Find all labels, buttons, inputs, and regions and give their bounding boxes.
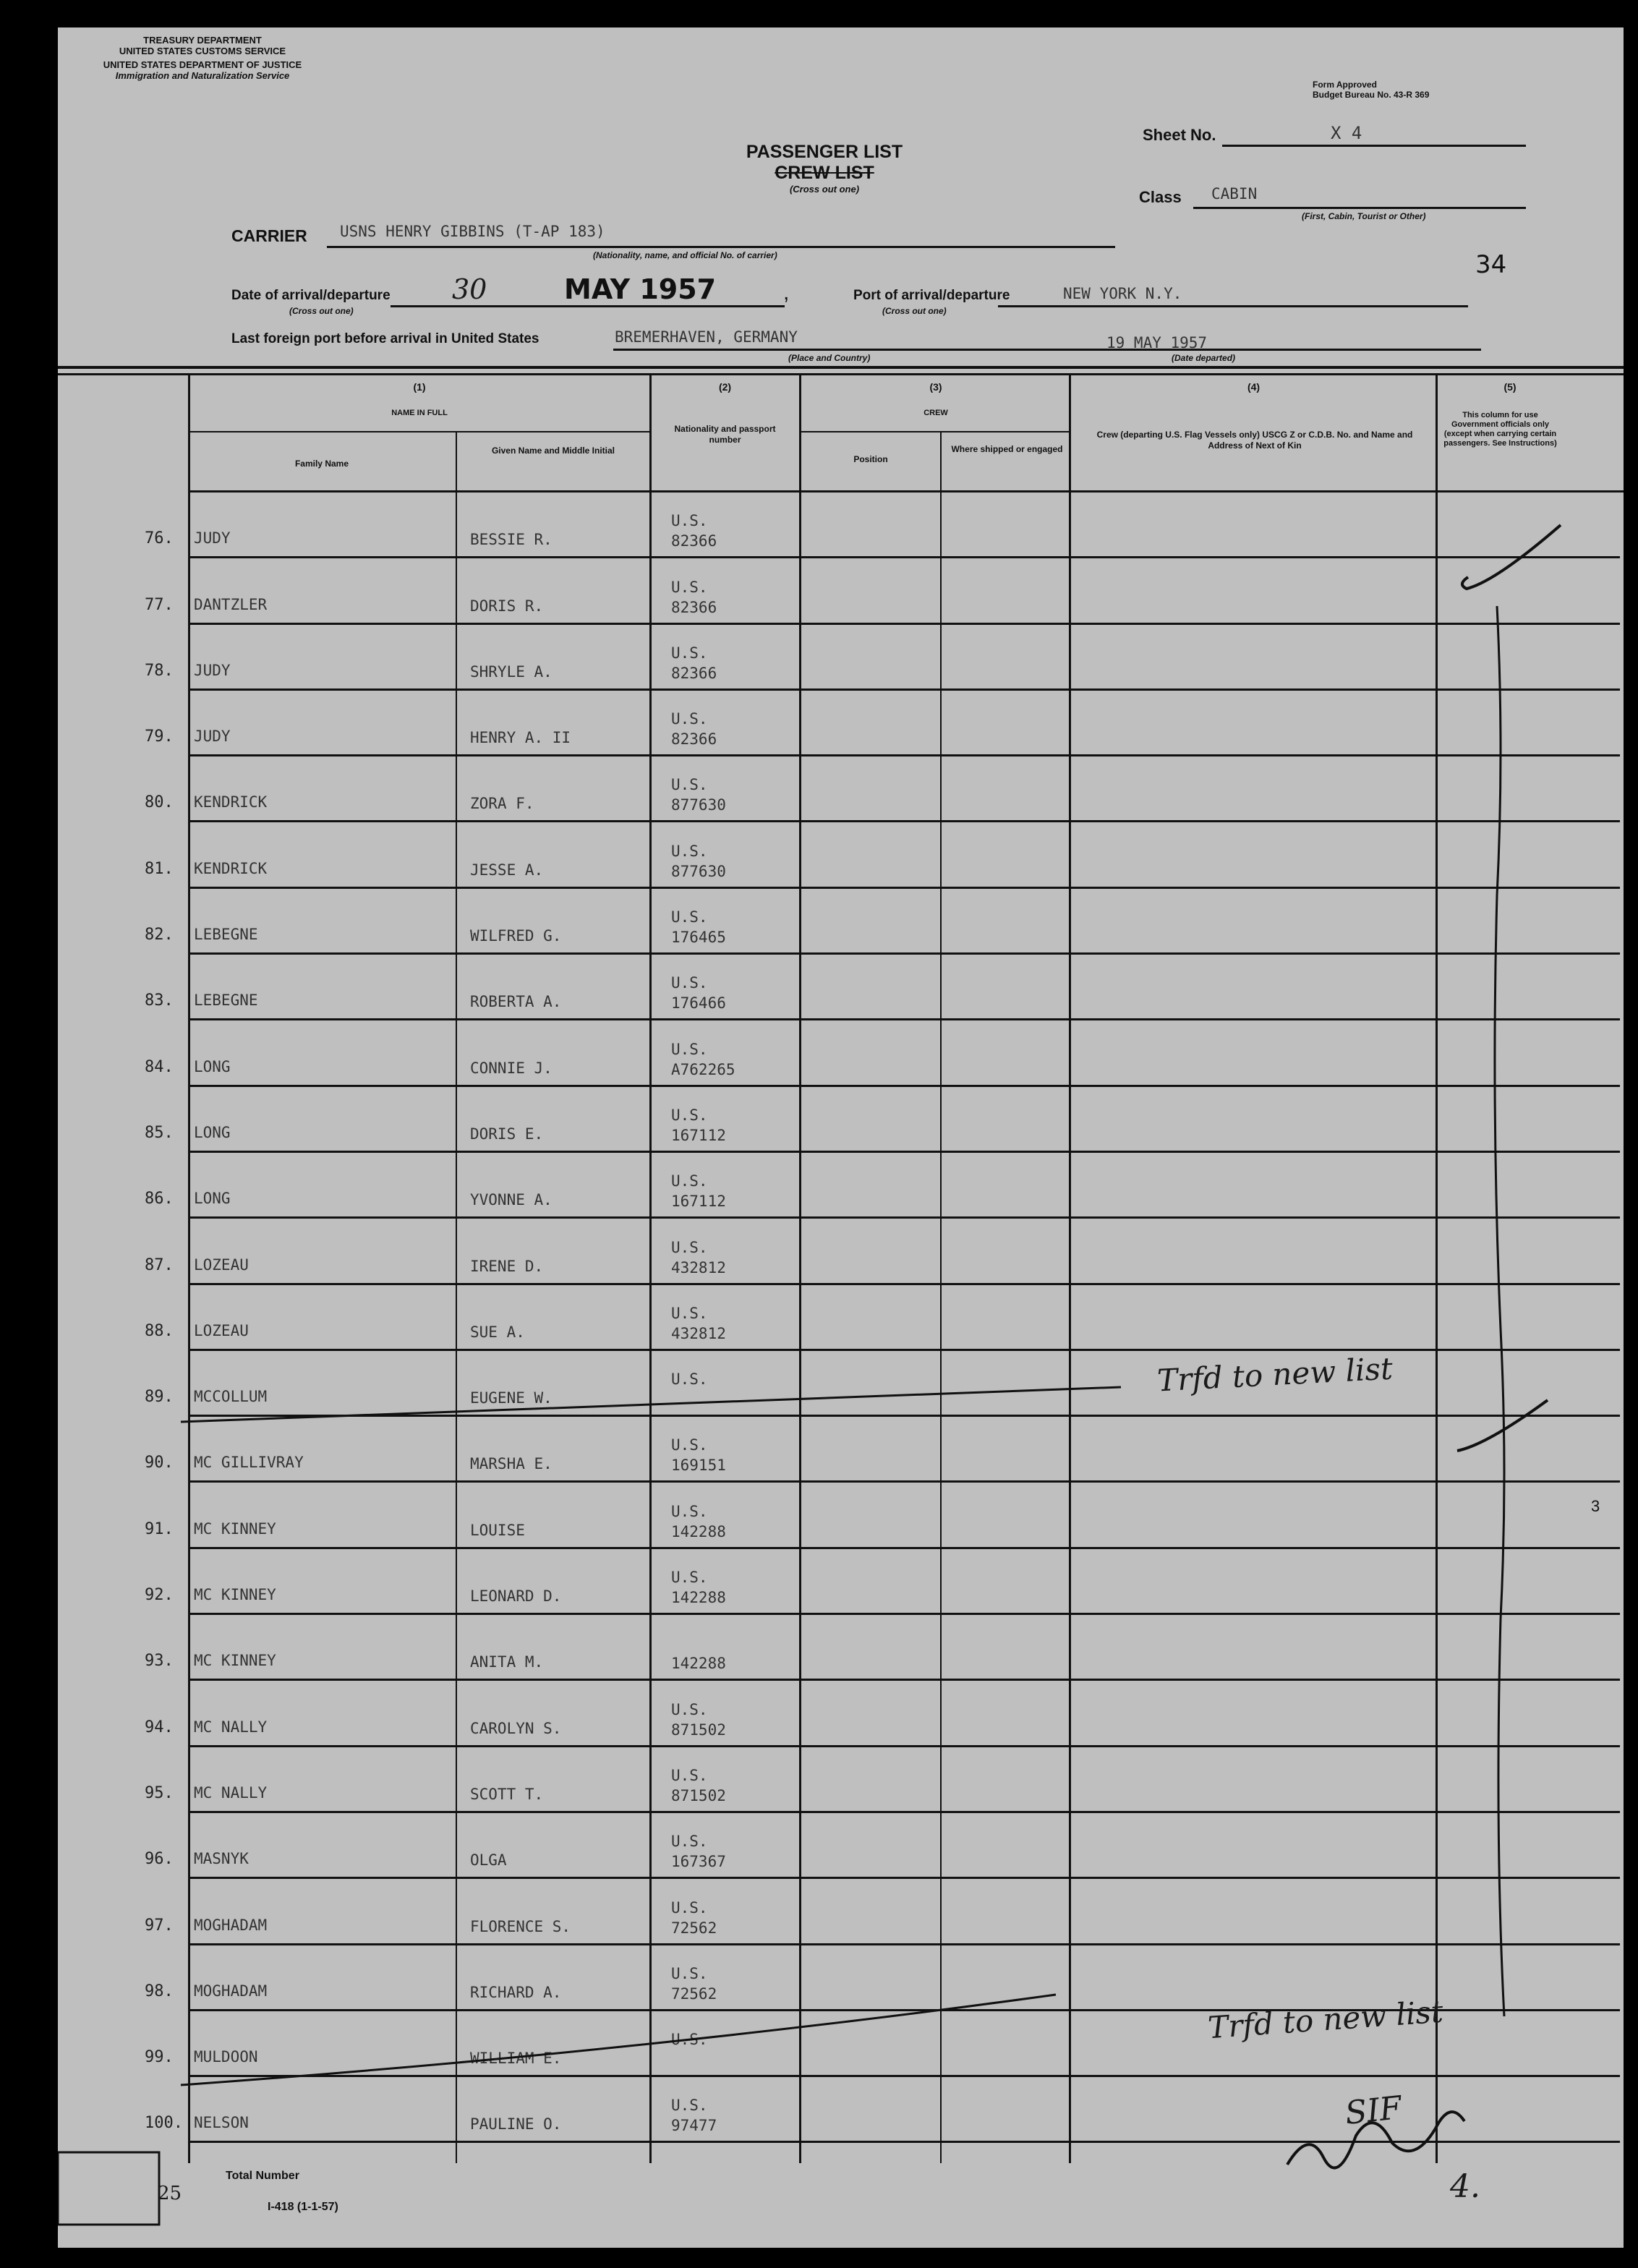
family-name: JUDY (194, 661, 231, 679)
given-name: HENRY A. II (470, 729, 571, 747)
arrival-month-year: MAY 1957 (564, 273, 717, 305)
col-where-shipped: Where shipped or engaged (951, 444, 1063, 454)
col4-number: (4) (1247, 381, 1261, 393)
carrier-note: (Nationality, name, and official No. of carrier) (593, 250, 777, 260)
family-name: MOGHADAM (194, 1982, 268, 2000)
nationality: U.S. (671, 2031, 708, 2049)
given-name: ANITA M. (470, 1653, 544, 1671)
agency-line-1: TREASURY DEPARTMENT (143, 35, 262, 46)
row-number: 100. (145, 2114, 183, 2133)
col1-title: NAME IN FULL (391, 409, 448, 417)
family-name: MC NALLY (194, 1718, 268, 1736)
row-number: 77. (145, 595, 174, 614)
sheet-label: Sheet No. (1143, 126, 1216, 144)
passport-number: 169151 (671, 1457, 726, 1475)
last-port-date: 19 MAY 1957 (1106, 334, 1208, 351)
row-number: 84. (145, 1057, 174, 1076)
passport-number: 176465 (671, 929, 726, 947)
row-number: 89. (145, 1388, 174, 1407)
given-name: IRENE D. (470, 1257, 544, 1275)
passport-number: 167112 (671, 1193, 726, 1211)
family-name: LONG (194, 1190, 231, 1208)
col2-number: (2) (718, 381, 732, 393)
nationality: U.S. (671, 1040, 708, 1058)
passport-number: 432812 (671, 1324, 726, 1342)
passport-number: 142288 (671, 1655, 726, 1673)
nationality: U.S. (671, 1502, 708, 1520)
class-value: CABIN (1211, 185, 1258, 202)
passport-number: 82366 (671, 532, 717, 550)
passport-number: 167367 (671, 1853, 726, 1871)
nationality: U.S. (671, 1569, 708, 1587)
col-family-name: Family Name (294, 459, 349, 469)
family-name: MC KINNEY (194, 1652, 276, 1670)
nationality: U.S. (671, 1766, 708, 1784)
family-name: MC NALLY (194, 1783, 268, 1802)
row-number: 96. (145, 1850, 174, 1869)
given-name: MARSHA E. (470, 1455, 553, 1473)
given-name: CONNIE J. (470, 1059, 553, 1077)
inspector-initials: SIF (1343, 2089, 1404, 2132)
family-name: MC KINNEY (194, 1519, 276, 1538)
nationality: U.S. (671, 1898, 708, 1917)
strike-line-row89 (181, 1387, 1121, 1422)
family-name: KENDRICK (194, 859, 268, 877)
handwritten-marks (58, 27, 1624, 2248)
col2-title: Nationality and passport number (674, 424, 776, 445)
nationality: U.S. (671, 1436, 708, 1454)
nationality: U.S. (671, 908, 708, 926)
nationality: U.S. (671, 1964, 708, 1982)
vertical-mark-line (1495, 606, 1504, 2016)
given-name: LEONARD D. (470, 1587, 562, 1606)
col5-number: (5) (1503, 381, 1517, 393)
given-name: SHRYLE A. (470, 662, 553, 681)
total-number-value: 25 (158, 2183, 182, 2204)
nationality: U.S. (671, 1833, 708, 1851)
passenger-list-form: TREASURY DEPARTMENT UNITED STATES CUSTOMS SERVICE UNITED STATES DEPARTMENT OF JUSTICE Immigration and Naturalization Service Form Approved Budget Bureau No. 43-R 369 PASSENGER LIST CREW LIST (Cross out one) Sheet No. X 4 Class CABIN (First, Cabin, Tourist or Other) 34 CARRIER USNS HENRY GIBBINS (T-AP 183) (Nationality, name, and official No. of carrier) Date of arrival/departure (Cross out one) 30 MAY 1957 , Port of arrival/departure (Cross out one) NEW YORK N.Y. Last foreign port before arrival in United States BREMERHAVEN, GERMANY (Place and Country) 19 MAY 1957 (Date departed) (1) NAME IN FULL Family Name Given Name and Middle Initial (2) Nationality and passport number (3) CREW Position Where shipped or engaged (4) Crew (departing U.S. Flag Vessels only) USCG Z or C.D.B. No. and Name and Address of Next of Kin (5) This column for use Government officials only (except when carrying certain passengers. See Instructions) 76. JUDY BESSIE R. U.S. 82366 77. DANTZLER DORIS R. U.S. 82366 78. JUDY SHRYLE A. U.S. 82366 79. JUDY HENRY A. II U.S. 82366 80. KENDRICK ZORA F. U.S. 877630 81. KENDRICK JESSE A. U.S. 877630 82. LEBEGNE WILFRED G. U.S. 176465 83. LEBEGNE ROBERTA A. U.S. 176466 84. LONG CONNIE J. U.S. A762265 85. LONG DORIS E. U.S. 167112 86. LONG YVONNE A. U.S. 167112 87. LOZEAU IRENE D. U.S. 432812 88. LOZEAU SUE A. U.S. 432812 89. MCCOLLUM EUGENE W. U.S. 90. MC GILLIVRAY MARSHA E. U.S. 169151 91. MC KINNEY LOUISE U.S. 142288 92. MC KINNEY LEONARD D. U.S. 142288 93. MC KINNEY ANITA M. 142288 94. MC NALLY CAROLYN S. U.S. 871502 95. MC NALLY SCOTT T. U.S. 871502 96. MASNYK OLGA U.S. 167367 97. MOGHADAM FLORENCE S. U.S. 72562 98. MOGHADAM RICHARD A. U.S. 72562 99. MULDOON WILLIAM E. U.S. 100. NELSON PAULINE O. U.S. 97477 Trfd to new list Trfd to new list SIF 4. 3 25 Total Number I-418 (1-1-57) (58, 27, 1624, 2248)
passport-number: 871502 (671, 1721, 726, 1739)
row-number: 78. (145, 661, 174, 680)
row-number: 99. (145, 2048, 174, 2067)
passport-number: 82366 (671, 664, 717, 682)
passport-number: 877630 (671, 862, 726, 880)
row-number: 85. (145, 1123, 174, 1142)
nationality: U.S. (671, 1370, 708, 1389)
form-approved-line-1: Form Approved (1313, 80, 1377, 90)
family-name: LOZEAU (194, 1256, 249, 1274)
passport-number: 871502 (671, 1786, 726, 1804)
family-name: LONG (194, 1057, 231, 1075)
col1-number: (1) (413, 381, 426, 393)
nationality: U.S. (671, 2097, 708, 2115)
port-note: (Cross out one) (882, 306, 947, 316)
strike-line-row99 (181, 1995, 1056, 2085)
transfer-note-row99: Trfd to new list (1206, 1993, 1445, 2046)
nationality: U.S. (671, 1304, 708, 1322)
row-number: 80. (145, 793, 174, 812)
passport-number: 142288 (671, 1589, 726, 1607)
check-mark-icon (1462, 525, 1561, 589)
page-mark: 34 (1475, 250, 1507, 279)
form-number: I-418 (1-1-57) (268, 2201, 338, 2213)
given-name: PAULINE O. (470, 2115, 562, 2133)
last-port-value: BREMERHAVEN, GERMANY (615, 328, 798, 346)
class-note: (First, Cabin, Tourist or Other) (1302, 211, 1426, 221)
col3-number: (3) (929, 381, 942, 393)
nationality: U.S. (671, 644, 708, 662)
total-number-label: Total Number (226, 2170, 299, 2182)
passport-number: 97477 (671, 2117, 717, 2135)
last-port-note: (Place and Country) (788, 353, 871, 363)
given-name: YVONNE A. (470, 1191, 553, 1209)
given-name: DORIS E. (470, 1125, 544, 1143)
family-name: LEBEGNE (194, 926, 258, 944)
row-number: 95. (145, 1783, 174, 1802)
family-name: MOGHADAM (194, 1916, 268, 1934)
last-port-label: Last foreign port before arrival in United States (231, 331, 539, 346)
family-name: MCCOLLUM (194, 1388, 268, 1406)
family-name: MC KINNEY (194, 1586, 276, 1604)
given-name: WILLIAM E. (470, 2050, 562, 2068)
family-name: MC GILLIVRAY (194, 1454, 304, 1472)
row-number: 93. (145, 1652, 174, 1671)
carrier-label: CARRIER (231, 226, 307, 245)
passport-number: 176466 (671, 994, 726, 1012)
family-name: JUDY (194, 728, 231, 746)
passport-number: 72562 (671, 1984, 717, 2003)
bottom-mark: 4. (1450, 2168, 1480, 2205)
row-number: 79. (145, 728, 174, 746)
col4-title: Crew (departing U.S. Flag Vessels only) USCG Z or C.D.B. No. and Name and Address of Next of Kin (1096, 430, 1413, 451)
row-number: 87. (145, 1256, 174, 1274)
nationality: U.S. (671, 512, 708, 530)
signature-scribble (1287, 2112, 1464, 2167)
given-name: FLORENCE S. (470, 1917, 571, 1935)
row-number: 98. (145, 1982, 174, 2000)
row-number: 82. (145, 926, 174, 945)
passport-number: 432812 (671, 1258, 726, 1276)
given-name: SUE A. (470, 1323, 525, 1341)
nationality: U.S. (671, 578, 708, 596)
col-position: Position (853, 454, 888, 464)
arrival-label: Date of arrival/departure (231, 288, 391, 303)
row-number: 97. (145, 1916, 174, 1935)
carrier-value: USNS HENRY GIBBINS (T-AP 183) (340, 223, 605, 240)
row-number: 86. (145, 1190, 174, 1208)
row-number: 92. (145, 1586, 174, 1605)
family-name: NELSON (194, 2114, 249, 2132)
sheet-value: X 4 (1331, 123, 1362, 143)
col5-title: This column for use Government officials only (except when carrying certain passengers. See Instructions) (1443, 411, 1557, 448)
family-name: KENDRICK (194, 793, 268, 811)
passport-number: 142288 (671, 1522, 726, 1540)
given-name: EUGENE W. (470, 1389, 553, 1407)
title-note: (Cross out one) (789, 184, 860, 195)
title-passenger-list: PASSENGER LIST (746, 142, 903, 162)
given-name: ZORA F. (470, 795, 534, 813)
agency-line-2: UNITED STATES CUSTOMS SERVICE (119, 46, 286, 56)
row-number: 76. (145, 529, 174, 548)
arrival-day: 30 (452, 273, 487, 305)
given-name: ROBERTA A. (470, 993, 562, 1011)
row-number: 91. (145, 1519, 174, 1538)
agency-line-3: UNITED STATES DEPARTMENT OF JUSTICE (103, 59, 302, 70)
title-crew-list: CREW LIST (775, 163, 874, 183)
given-name: JESSE A. (470, 861, 544, 879)
nationality: U.S. (671, 1106, 708, 1124)
side-mark: 3 (1591, 1497, 1600, 1515)
nationality: U.S. (671, 974, 708, 992)
given-name: BESSIE R. (470, 531, 553, 549)
nationality: U.S. (671, 710, 708, 728)
transfer-note-row89: Trfd to new list (1156, 1350, 1394, 1399)
given-name: OLGA (470, 1851, 507, 1870)
col3-title: CREW (923, 409, 948, 417)
port-label: Port of arrival/departure (853, 288, 1010, 303)
last-port-date-note: (Date departed) (1172, 353, 1236, 363)
row-number: 83. (145, 992, 174, 1010)
row-number: 88. (145, 1321, 174, 1340)
family-name: LOZEAU (194, 1321, 249, 1339)
family-name: LEBEGNE (194, 992, 258, 1010)
passport-number: A762265 (671, 1060, 735, 1078)
row-number: 81. (145, 859, 174, 878)
family-name: MULDOON (194, 2048, 258, 2066)
passport-number: 877630 (671, 796, 726, 814)
nationality: U.S. (671, 776, 708, 794)
given-name: RICHARD A. (470, 1983, 562, 2001)
row-number: 94. (145, 1718, 174, 1736)
agency-line-4: Immigration and Naturalization Service (115, 70, 290, 81)
family-name: DANTZLER (194, 595, 268, 613)
form-approved-line-2: Budget Bureau No. 43-R 369 (1313, 90, 1430, 100)
row-number: 90. (145, 1454, 174, 1472)
passport-number: 82366 (671, 730, 717, 749)
given-name: LOUISE (470, 1521, 525, 1539)
nationality: U.S. (671, 842, 708, 860)
port-value: NEW YORK N.Y. (1063, 285, 1182, 302)
family-name: LONG (194, 1123, 231, 1141)
family-name: JUDY (194, 529, 231, 547)
family-name: MASNYK (194, 1850, 249, 1868)
passport-number: 82366 (671, 598, 717, 616)
given-name: SCOTT T. (470, 1785, 544, 1803)
passport-number: 72562 (671, 1919, 717, 1937)
given-name: DORIS R. (470, 597, 544, 615)
given-name: WILFRED G. (470, 927, 562, 945)
given-name: CAROLYN S. (470, 1719, 562, 1737)
nationality: U.S. (671, 1238, 708, 1256)
class-label: Class (1139, 188, 1182, 206)
col-given-name: Given Name and Middle Initial (491, 446, 615, 456)
passport-number: 167112 (671, 1126, 726, 1144)
arrival-note: (Cross out one) (289, 306, 354, 316)
nationality: U.S. (671, 1172, 708, 1190)
nationality: U.S. (671, 1700, 708, 1718)
